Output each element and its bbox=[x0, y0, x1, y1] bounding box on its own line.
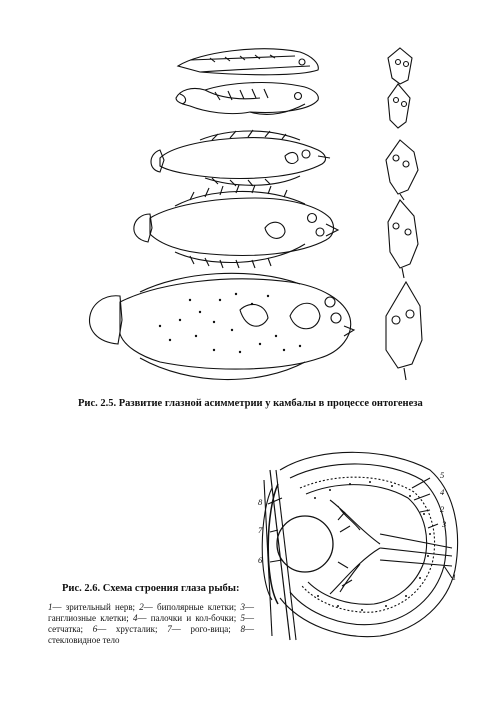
label-6: 6 bbox=[258, 555, 263, 565]
label-8: 8 bbox=[258, 497, 263, 507]
legend-num: 1 bbox=[48, 602, 53, 612]
legend-num: 8 bbox=[240, 624, 245, 634]
label-7: 7 bbox=[258, 525, 263, 535]
figure-2-6-caption bbox=[62, 583, 240, 594]
legend-text: — ганглиозные клетки; bbox=[48, 602, 254, 623]
label-2: 2 bbox=[440, 504, 445, 514]
label-3: 3 bbox=[442, 519, 447, 529]
legend-num: 6 bbox=[92, 624, 98, 634]
legend-num: 3 bbox=[240, 602, 245, 612]
legend-text: — рого-вица; bbox=[171, 624, 241, 634]
legend-num: 5 bbox=[240, 613, 245, 623]
legend-text: — палочки и кол-бочки; bbox=[137, 613, 241, 623]
label-4: 4 bbox=[440, 487, 445, 497]
caption-number: Рис. 2.5. bbox=[78, 398, 117, 409]
label-1: 1 bbox=[452, 572, 457, 582]
legend-num: 2 bbox=[139, 602, 144, 612]
legend-text: — сетчатка; bbox=[48, 613, 254, 634]
legend-text: — хрусталик; bbox=[97, 624, 168, 634]
legend-num: 7 bbox=[167, 624, 172, 634]
caption-number: Рис. 2.6. bbox=[62, 583, 101, 594]
legend-text: — биполярные клетки; bbox=[143, 602, 241, 612]
caption-text: Развитие глазной асимметрии у камбалы в процессе онтогенеза bbox=[118, 398, 423, 409]
legend-num: 4 bbox=[132, 613, 138, 623]
legend-text: — зрительный нерв; bbox=[52, 602, 140, 612]
figure-2-6-legend bbox=[48, 602, 254, 646]
legend-text: — стекловидное тело bbox=[48, 624, 254, 645]
label-5: 5 bbox=[440, 470, 445, 480]
caption-text: Схема строения глаза рыбы: bbox=[102, 583, 240, 594]
